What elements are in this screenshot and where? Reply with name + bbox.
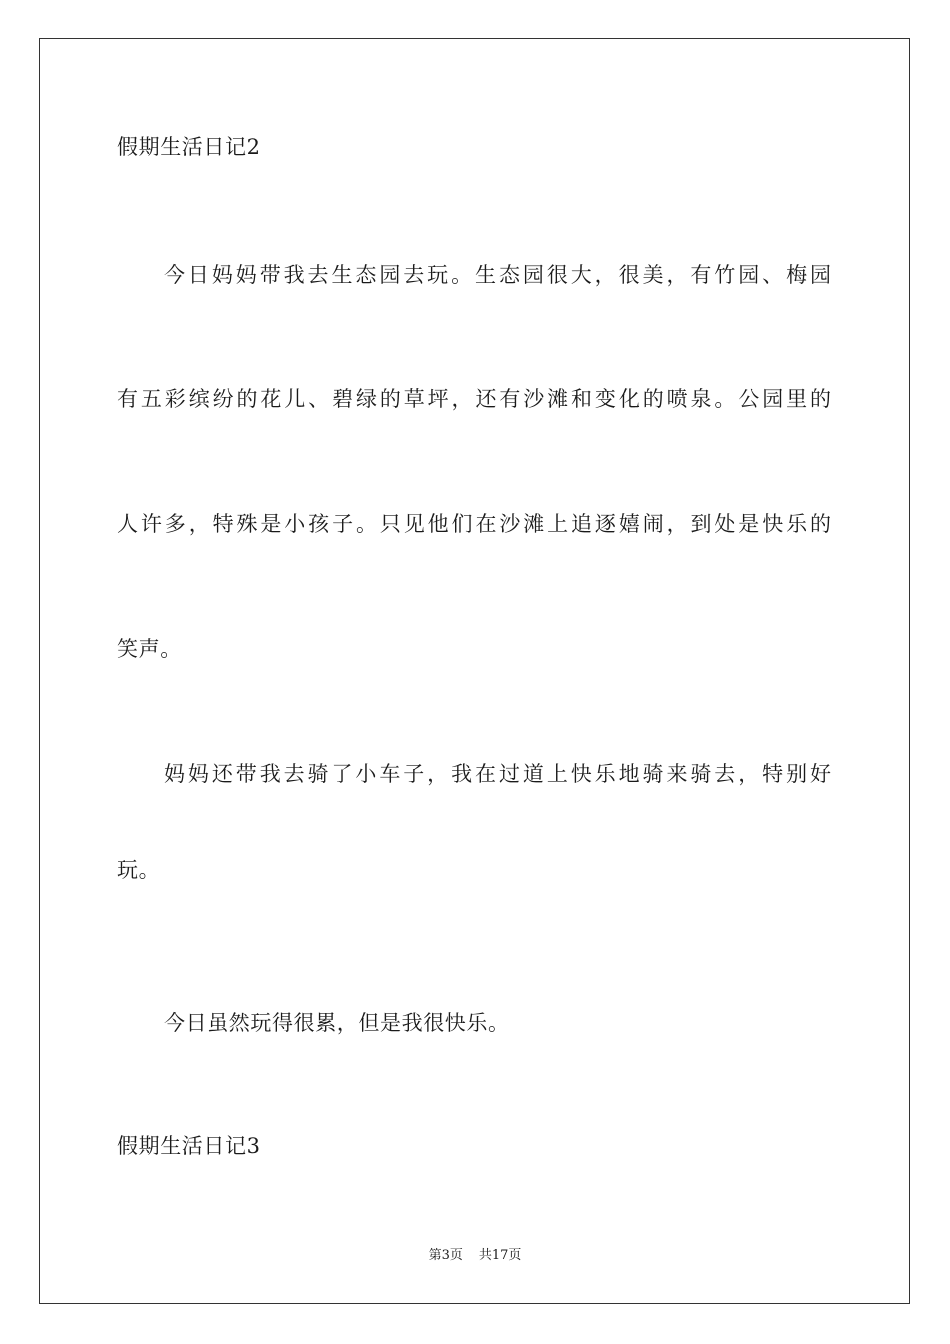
total-pages: 共17页 (478, 1248, 522, 1263)
paragraph-1-line-1: 今日妈妈带我去生态园去玩。生态园很大，很美，有竹园、梅园 (164, 263, 831, 287)
diary-heading-3: 假期生活日记3 (117, 1134, 261, 1158)
page-border (39, 38, 910, 1304)
diary-heading-2: 假期生活日记2 (117, 135, 261, 159)
paragraph-1-line-3: 人许多，特殊是小孩子。只见他们在沙滩上追逐嬉闹，到处是快乐的 (117, 512, 831, 536)
paragraph-1-line-2: 有五彩缤纷的花儿、碧绿的草坪，还有沙滩和变化的喷泉。公园里的 (117, 387, 831, 411)
paragraph-3-line-1: 今日虽然玩得很累，但是我很快乐。 (164, 1011, 510, 1035)
paragraph-2-line-2: 玩。 (117, 858, 161, 882)
page-footer (0, 1247, 950, 1265)
page-number: 第3页 (428, 1248, 463, 1263)
paragraph-2-line-1: 妈妈还带我去骑了小车子，我在过道上快乐地骑来骑去，特别好 (164, 762, 831, 786)
paragraph-1-line-4: 笑声。 (117, 637, 182, 661)
